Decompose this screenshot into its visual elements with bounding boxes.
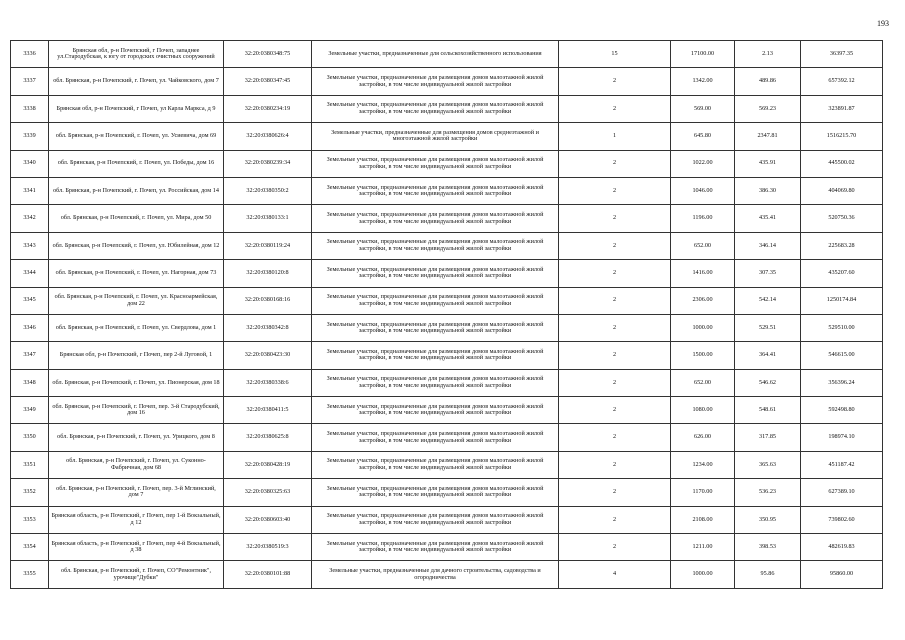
use-group-cell: 2 [559, 150, 671, 177]
use-group-cell: 2 [559, 260, 671, 287]
cadastral-number-cell: 32:20:0380120:8 [224, 260, 312, 287]
address-cell: обл. Брянская, р-н Почепский, г. Почеп, ул. Российская, дом 14 [49, 177, 224, 204]
cadastral-number-cell: 32:20:0380168:16 [224, 287, 312, 314]
specific-value-cell: 435.41 [735, 205, 801, 232]
address-cell: обл. Брянская, р-н Почепский, г. Почеп, ул. Победы, дом 16 [49, 150, 224, 177]
cadastral-number-cell: 32:20:0380119:24 [224, 232, 312, 259]
cadastral-number-cell: 32:20:0380350:2 [224, 177, 312, 204]
table-row [11, 232, 883, 259]
land-use-cell: Земельные участки, предназначенные для размещения домов малоэтажной жилой застройки, в том числе индивидуальной жилой застройки [312, 424, 559, 451]
specific-value-cell: 569.23 [735, 95, 801, 122]
use-group-cell: 4 [559, 561, 671, 588]
row-number-cell: 3341 [11, 177, 49, 204]
cadastral-value-cell: 546615.00 [801, 342, 883, 369]
use-group-cell: 2 [559, 424, 671, 451]
cadastral-value-cell: 356396.24 [801, 369, 883, 396]
row-number-cell: 3343 [11, 232, 49, 259]
use-group-cell: 15 [559, 41, 671, 68]
specific-value-cell: 2347.81 [735, 123, 801, 150]
page-number: 193 [877, 19, 889, 28]
cadastral-number-cell: 32:20:0380239:34 [224, 150, 312, 177]
area-cell: 2108.00 [671, 506, 735, 533]
address-cell: обл. Брянская, р-н Почепский, г. Почеп, ул. Юбилейная, дом 12 [49, 232, 224, 259]
land-use-cell: Земельные участки, предназначенные для размещения домов малоэтажной жилой застройки, в том числе индивидуальной жилой застройки [312, 150, 559, 177]
cadastral-number-cell: 32:20:0380423:30 [224, 342, 312, 369]
cadastral-value-cell: 225683.28 [801, 232, 883, 259]
land-use-cell: Земельные участки, предназначенные для дачного строительства, садоводства и огородничества [312, 561, 559, 588]
row-number-cell: 3338 [11, 95, 49, 122]
row-number-cell: 3337 [11, 68, 49, 95]
cadastral-number-cell: 32:20:0380133:1 [224, 205, 312, 232]
address-cell: обл. Брянская, р-н Почепский, г. Почеп, ул. Чайковского, дом 7 [49, 68, 224, 95]
specific-value-cell: 489.86 [735, 68, 801, 95]
cadastral-number-cell: 32:20:0380348:75 [224, 41, 312, 68]
land-use-cell: Земельные участки, предназначенные для сельскохозяйственного использования [312, 41, 559, 68]
row-number-cell: 3350 [11, 424, 49, 451]
cadastral-number-cell: 32:20:0380325:63 [224, 479, 312, 506]
cadastral-value-cell: 739802.60 [801, 506, 883, 533]
use-group-cell: 2 [559, 451, 671, 478]
cadastral-number-cell: 32:20:0380428:19 [224, 451, 312, 478]
specific-value-cell: 435.91 [735, 150, 801, 177]
cadastral-number-cell: 32:20:0380603:40 [224, 506, 312, 533]
cadastral-number-cell: 32:20:0380347:45 [224, 68, 312, 95]
table-row [11, 342, 883, 369]
area-cell: 2306.00 [671, 287, 735, 314]
area-cell: 626.00 [671, 424, 735, 451]
row-number-cell: 3342 [11, 205, 49, 232]
table-row [11, 424, 883, 451]
use-group-cell: 2 [559, 397, 671, 424]
land-use-cell: Земельные участки, предназначенные для размещения домов малоэтажной жилой застройки, в том числе индивидуальной жилой застройки [312, 177, 559, 204]
table-row [11, 479, 883, 506]
cadastral-number-cell: 32:20:0380101:88 [224, 561, 312, 588]
table-row [11, 369, 883, 396]
row-number-cell: 3349 [11, 397, 49, 424]
cadastral-value-cell: 1516215.70 [801, 123, 883, 150]
row-number-cell: 3352 [11, 479, 49, 506]
address-cell: Брянская область, р-н Почепский, г Почеп, пер 4-й Вокзальный, д 38 [49, 534, 224, 561]
address-cell: обл. Брянская, р-н Почепский, г. Почеп, ул. Суконно-Фабричная, дом 68 [49, 451, 224, 478]
area-cell: 652.00 [671, 369, 735, 396]
land-use-cell: Земельные участки, предназначенные для размещения домов малоэтажной жилой застройки, в том числе индивидуальной жилой застройки [312, 314, 559, 341]
specific-value-cell: 546.62 [735, 369, 801, 396]
row-number-cell: 3351 [11, 451, 49, 478]
row-number-cell: 3344 [11, 260, 49, 287]
land-use-cell: Земельные участки, предназначенные для размещения домов малоэтажной жилой застройки, в том числе индивидуальной жилой застройки [312, 95, 559, 122]
specific-value-cell: 365.63 [735, 451, 801, 478]
area-cell: 1000.00 [671, 561, 735, 588]
address-cell: обл. Брянская, р-н Почепский, г. Почеп, ул. Нагорная, дом 73 [49, 260, 224, 287]
row-number-cell: 3354 [11, 534, 49, 561]
land-use-cell: Земельные участки, предназначенные для размещения домов малоэтажной жилой застройки, в том числе индивидуальной жилой застройки [312, 534, 559, 561]
specific-value-cell: 350.95 [735, 506, 801, 533]
table-row [11, 123, 883, 150]
land-use-cell: Земельные участки, предназначенные для размещения домов малоэтажной жилой застройки, в том числе индивидуальной жилой застройки [312, 369, 559, 396]
cadastral-value-cell: 657392.12 [801, 68, 883, 95]
row-number-cell: 3339 [11, 123, 49, 150]
cadastral-number-cell: 32:20:0380234:19 [224, 95, 312, 122]
cadastral-value-cell: 520750.36 [801, 205, 883, 232]
specific-value-cell: 548.61 [735, 397, 801, 424]
land-use-cell: Земельные участки, предназначенные для размещения домов малоэтажной жилой застройки, в том числе индивидуальной жилой застройки [312, 232, 559, 259]
land-use-cell: Земельные участки, предназначенные для размещения домов малоэтажной жилой застройки, в том числе индивидуальной жилой застройки [312, 260, 559, 287]
address-cell: Брянская обл, р-н Почепский, г Почеп, пер 2-й Луговой, 1 [49, 342, 224, 369]
specific-value-cell: 364.41 [735, 342, 801, 369]
use-group-cell: 2 [559, 369, 671, 396]
table-row [11, 95, 883, 122]
land-use-cell: Земельные участки, предназначенные для размещения домов малоэтажной жилой застройки, в том числе индивидуальной жилой застройки [312, 506, 559, 533]
cadastral-value-cell: 627389.10 [801, 479, 883, 506]
cadastral-number-cell: 32:20:0380338:6 [224, 369, 312, 396]
cadastral-value-cell: 198974.10 [801, 424, 883, 451]
area-cell: 645.80 [671, 123, 735, 150]
cadastral-value-cell: 529510.00 [801, 314, 883, 341]
cadastral-value-cell: 95860.00 [801, 561, 883, 588]
specific-value-cell: 95.86 [735, 561, 801, 588]
cadastral-number-cell: 32:20:0380626:4 [224, 123, 312, 150]
row-number-cell: 3355 [11, 561, 49, 588]
address-cell: обл. Брянская, р-н Почепский, г. Почеп, СО"Ремонтник", урочище"Дубки" [49, 561, 224, 588]
table-row [11, 534, 883, 561]
cadastral-value-cell: 323891.87 [801, 95, 883, 122]
area-cell: 652.00 [671, 232, 735, 259]
use-group-cell: 2 [559, 506, 671, 533]
row-number-cell: 3340 [11, 150, 49, 177]
area-cell: 1234.00 [671, 451, 735, 478]
cadastral-number-cell: 32:20:0380519:3 [224, 534, 312, 561]
use-group-cell: 1 [559, 123, 671, 150]
address-cell: обл. Брянская, р-н Почепский, г. Почеп, ул. Свердлова, дом 1 [49, 314, 224, 341]
row-number-cell: 3348 [11, 369, 49, 396]
use-group-cell: 2 [559, 177, 671, 204]
land-use-cell: Земельные участки, предназначенные для размещения домов малоэтажной жилой застройки, в том числе индивидуальной жилой застройки [312, 397, 559, 424]
row-number-cell: 3353 [11, 506, 49, 533]
table-row [11, 397, 883, 424]
table-row [11, 287, 883, 314]
land-use-cell: Земельные участки, предназначенные для размещения домов малоэтажной жилой застройки, в том числе индивидуальной жилой застройки [312, 479, 559, 506]
specific-value-cell: 542.14 [735, 287, 801, 314]
area-cell: 1000.00 [671, 314, 735, 341]
area-cell: 1211.00 [671, 534, 735, 561]
row-number-cell: 3347 [11, 342, 49, 369]
address-cell: обл. Брянская, р-н Почепский, г. Почеп, ул. Пионерская, дом 18 [49, 369, 224, 396]
row-number-cell: 3336 [11, 41, 49, 68]
specific-value-cell: 317.85 [735, 424, 801, 451]
land-use-cell: Земельные участки, предназначенные для размещения домов малоэтажной жилой застройки, в том числе индивидуальной жилой застройки [312, 451, 559, 478]
land-use-cell: Земельные участки, предназначенные для размещения домов малоэтажной жилой застройки, в том числе индивидуальной жилой застройки [312, 68, 559, 95]
cadastral-value-cell: 451187.42 [801, 451, 883, 478]
address-cell: Брянская обл, р-н Почепский, г Почеп, ул Карла Маркса, д 9 [49, 95, 224, 122]
use-group-cell: 2 [559, 205, 671, 232]
address-cell: обл. Брянская, р-н Почепский, г. Почеп, ул. Красноармейская, дом 22 [49, 287, 224, 314]
row-number-cell: 3345 [11, 287, 49, 314]
cadastral-value-cell: 445500.02 [801, 150, 883, 177]
area-cell: 1196.00 [671, 205, 735, 232]
cadastral-number-cell: 32:20:0380625:8 [224, 424, 312, 451]
area-cell: 1080.00 [671, 397, 735, 424]
specific-value-cell: 536.23 [735, 479, 801, 506]
address-cell: обл. Брянская, р-н Почепский, г. Почеп, пер. 3-й Мглинский, дом 7 [49, 479, 224, 506]
table-row [11, 68, 883, 95]
table-row [11, 506, 883, 533]
address-cell: обл. Брянская, р-н Почепский, г. Почеп, ул. Урицкого, дом 8 [49, 424, 224, 451]
cadastral-number-cell: 32:20:0380342:8 [224, 314, 312, 341]
cadastral-value-cell: 404069.80 [801, 177, 883, 204]
address-cell: Брянская обл, р-н Почепский, г Почеп, западнее ул.Стародубская, к югу от городских очистных сооружений [49, 41, 224, 68]
specific-value-cell: 398.53 [735, 534, 801, 561]
table-row [11, 451, 883, 478]
land-use-cell: Земельные участки, предназначенные для размещения домов среднеэтажной и многоэтажной жилой застройки [312, 123, 559, 150]
cadastral-value-cell: 1250174.84 [801, 287, 883, 314]
table-row [11, 177, 883, 204]
address-cell: Брянская область, р-н Почепский, г Почеп, пер 1-й Вокзальный, д 12 [49, 506, 224, 533]
area-cell: 1022.00 [671, 150, 735, 177]
use-group-cell: 2 [559, 342, 671, 369]
address-cell: обл. Брянская, р-н Почепский, г. Почеп, ул. Усиевича, дом 69 [49, 123, 224, 150]
specific-value-cell: 307.35 [735, 260, 801, 287]
table-row [11, 260, 883, 287]
land-use-cell: Земельные участки, предназначенные для размещения домов малоэтажной жилой застройки, в том числе индивидуальной жилой застройки [312, 205, 559, 232]
table-row [11, 561, 883, 588]
area-cell: 569.00 [671, 95, 735, 122]
cadastral-number-cell: 32:20:0380411:5 [224, 397, 312, 424]
specific-value-cell: 2.13 [735, 41, 801, 68]
address-cell: обл. Брянская, р-н Почепский, г. Почеп, ул. Мира, дом 50 [49, 205, 224, 232]
cadastral-value-cell: 435207.60 [801, 260, 883, 287]
use-group-cell: 2 [559, 479, 671, 506]
use-group-cell: 2 [559, 314, 671, 341]
table-body [11, 41, 883, 589]
cadastral-value-cell: 592498.80 [801, 397, 883, 424]
area-cell: 1170.00 [671, 479, 735, 506]
use-group-cell: 2 [559, 68, 671, 95]
use-group-cell: 2 [559, 534, 671, 561]
table-row [11, 205, 883, 232]
specific-value-cell: 386.30 [735, 177, 801, 204]
area-cell: 1342.00 [671, 68, 735, 95]
use-group-cell: 2 [559, 287, 671, 314]
address-cell: обл. Брянская, р-н Почепский, г. Почеп, пер. 3-й Стародубский, дом 16 [49, 397, 224, 424]
use-group-cell: 2 [559, 232, 671, 259]
specific-value-cell: 529.51 [735, 314, 801, 341]
land-use-cell: Земельные участки, предназначенные для размещения домов малоэтажной жилой застройки, в том числе индивидуальной жилой застройки [312, 342, 559, 369]
land-use-cell: Земельные участки, предназначенные для размещения домов малоэтажной жилой застройки, в том числе индивидуальной жилой застройки [312, 287, 559, 314]
cadastral-value-cell: 482619.83 [801, 534, 883, 561]
specific-value-cell: 346.14 [735, 232, 801, 259]
row-number-cell: 3346 [11, 314, 49, 341]
cadastral-value-cell: 36397.35 [801, 41, 883, 68]
table-row [11, 150, 883, 177]
area-cell: 1500.00 [671, 342, 735, 369]
table-row [11, 41, 883, 68]
table-row [11, 314, 883, 341]
area-cell: 1416.00 [671, 260, 735, 287]
area-cell: 1046.00 [671, 177, 735, 204]
land-registry-table [10, 40, 883, 589]
area-cell: 17100.00 [671, 41, 735, 68]
use-group-cell: 2 [559, 95, 671, 122]
